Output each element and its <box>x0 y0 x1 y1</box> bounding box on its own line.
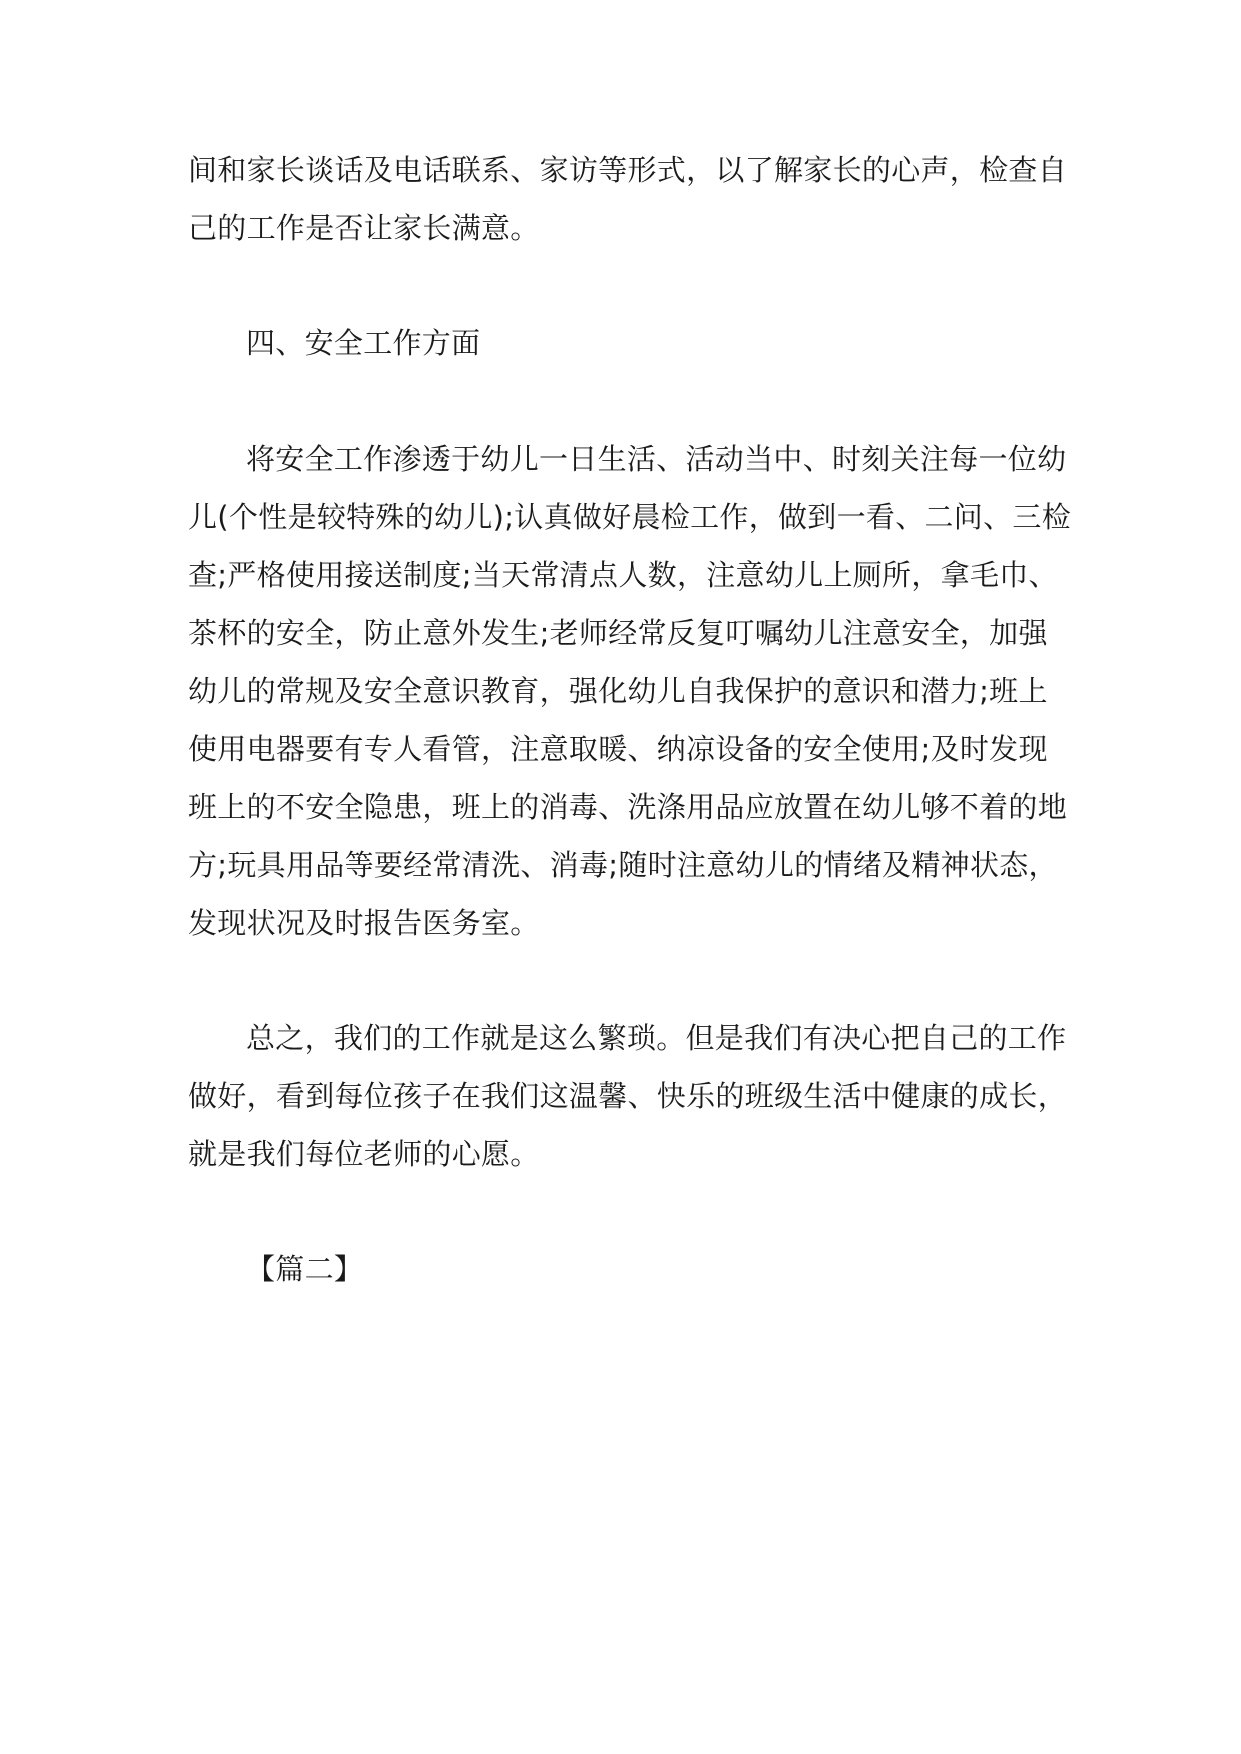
paragraph-2-line-4: 茶杯的安全，防止意外发生;老师经常反复叮嘱幼儿注意安全，加强 <box>188 616 1048 650</box>
section-heading-safety: 四、安全工作方面 <box>246 326 481 360</box>
section-marker-part-two: 【篇二】 <box>246 1252 364 1286</box>
paragraph-2-line-2: 儿(个性是较特殊的幼儿);认真做好晨检工作，做到一看、二问、三检 <box>188 500 1071 534</box>
paragraph-2-line-7: 班上的不安全隐患，班上的消毒、洗涤用品应放置在幼儿够不着的地 <box>188 790 1068 824</box>
paragraph-2-line-6: 使用电器要有专人看管，注意取暖、纳凉设备的安全使用;及时发现 <box>188 732 1048 766</box>
paragraph-2-line-1: 将安全工作渗透于幼儿一日生活、活动当中、时刻关注每一位幼 <box>246 442 1067 476</box>
paragraph-2-line-8: 方;玩具用品等要经常清洗、消毒;随时注意幼儿的情绪及精神状态， <box>188 848 1058 882</box>
paragraph-1-line-2: 己的工作是否让家长满意。 <box>188 211 540 245</box>
paragraph-3-line-3: 就是我们每位老师的心愿。 <box>188 1137 540 1171</box>
paragraph-2-line-3: 查;严格使用接送制度;当天常清点人数，注意幼儿上厕所，拿毛巾、 <box>188 558 1058 592</box>
paragraph-3-line-2: 做好，看到每位孩子在我们这温馨、快乐的班级生活中健康的成长， <box>188 1079 1068 1113</box>
paragraph-2-line-5: 幼儿的常规及安全意识教育，强化幼儿自我保护的意识和潜力;班上 <box>188 674 1048 708</box>
paragraph-3-line-1: 总之，我们的工作就是这么繁琐。但是我们有决心把自己的工作 <box>246 1021 1067 1055</box>
paragraph-1-line-1: 间和家长谈话及电话联系、家访等形式，以了解家长的心声，检查自 <box>188 153 1068 187</box>
paragraph-2-line-9: 发现状况及时报告医务室。 <box>188 906 540 940</box>
